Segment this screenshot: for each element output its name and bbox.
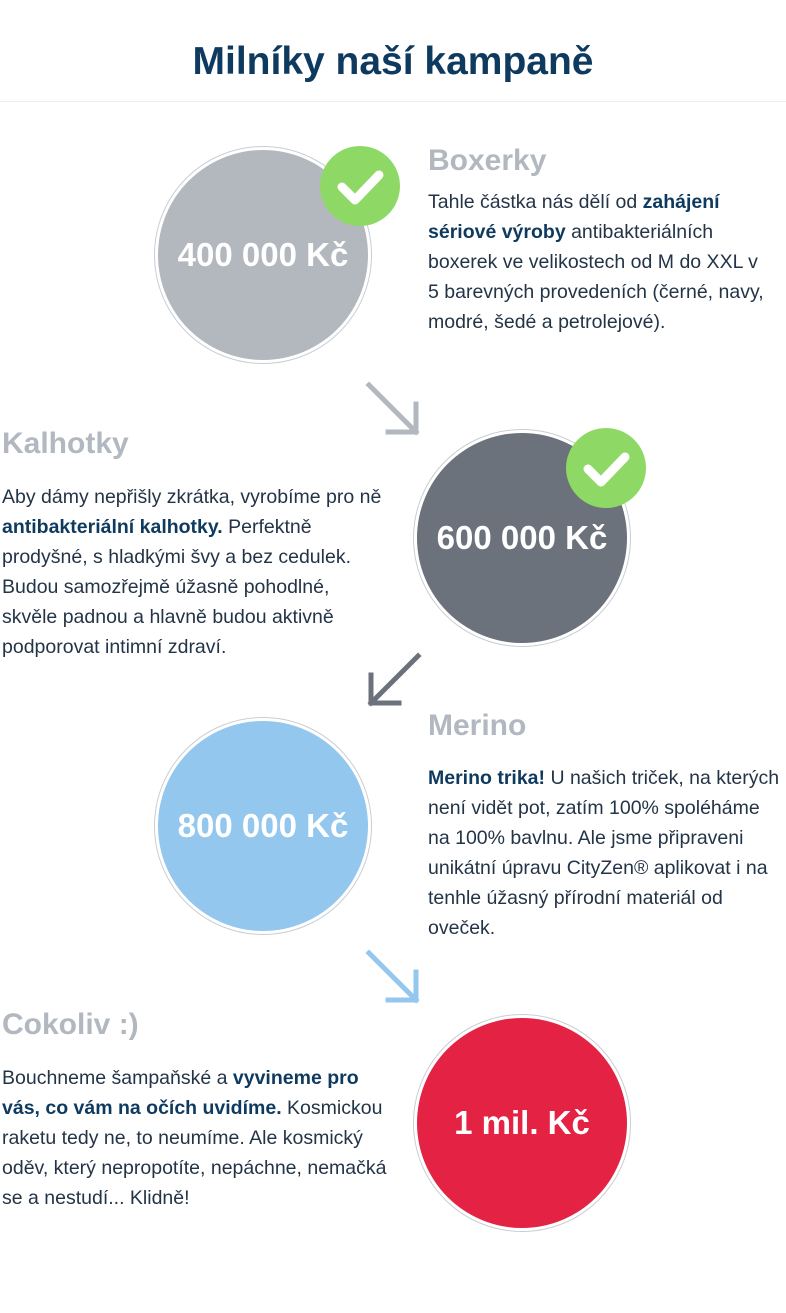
milestone-3-amount: 800 000 Kč — [177, 807, 349, 844]
milestone-4-text-start: Bouchneme šampaňské a — [2, 1067, 233, 1089]
milestone-1-text-end: antibakteriálních boxerek ve velikostech od M do XXL v 5 barevných provedeních (černé, navy, modré, šedé a petrolejové). — [428, 221, 764, 333]
milestone-1-amount: 400 000 Kč — [177, 236, 349, 273]
milestone-4-circle — [413, 1014, 631, 1232]
milestone-3-text-bold: Merino trika! — [428, 767, 546, 789]
milestone-2-text-start: Aby dámy nepřišly zkrátka, vyrobíme pro ně — [2, 486, 382, 508]
arrow-down-right-icon — [364, 380, 424, 440]
page-header — [0, 0, 786, 102]
milestone-3-title: Merino — [428, 709, 527, 742]
milestone-2-text-bold: antibakteriální kalhotky. — [2, 516, 223, 538]
check-icon — [320, 146, 400, 226]
milestone-2-text-end: Perfektně prodyšné, s hladkými švy a bez cedulek. Budou samozřejmě úžasně pohodlné, skvěle padnou a hlavně budou aktivně podporovat intimní zdraví. — [2, 516, 352, 658]
milestone-1-text — [428, 187, 773, 337]
milestone-4-fill — [417, 1018, 627, 1228]
check-icon — [566, 428, 646, 508]
milestone-4-title: Cokoliv :) — [2, 1008, 139, 1041]
milestone-4-amount: 1 mil. Kč — [454, 1104, 590, 1141]
milestone-3-text-end: U našich triček, na kterých není vidět pot, zatím 100% spoléháme na 100% bavlnu. Ale jsme připraveni unikátní úpravu CityZen® aplikovat i na tenhle úžasný přírodní materiál od oveček. — [428, 767, 780, 939]
milestone-2-amount: 600 000 Kč — [436, 519, 608, 556]
milestone-4-text — [2, 1063, 387, 1213]
milestone-3-fill — [158, 721, 368, 931]
arrow-down-right-icon — [364, 948, 424, 1008]
milestone-1-title: Boxerky — [428, 144, 547, 177]
milestone-4-text-bold: vyvineme pro vás, co vám na očích uvidíme. — [2, 1067, 359, 1119]
page-title: Milníky naší kampaně — [192, 40, 594, 83]
milestone-2-text — [2, 482, 387, 662]
milestone-2-title: Kalhotky — [2, 427, 129, 460]
milestone-3-text — [428, 763, 780, 943]
arrow-down-left-icon — [363, 651, 423, 711]
milestone-1-text-bold: zahájení sériové výroby — [428, 191, 720, 243]
milestone-1-text-start: Tahle částka nás dělí od — [428, 191, 643, 213]
milestone-3-circle — [154, 717, 372, 935]
milestone-4-text-end: Kosmickou raketu tedy ne, to neumíme. Ale kosmický oděv, který nepropotíte, nepáchne, nemačká se a nestudí... Klidně! — [2, 1097, 387, 1209]
